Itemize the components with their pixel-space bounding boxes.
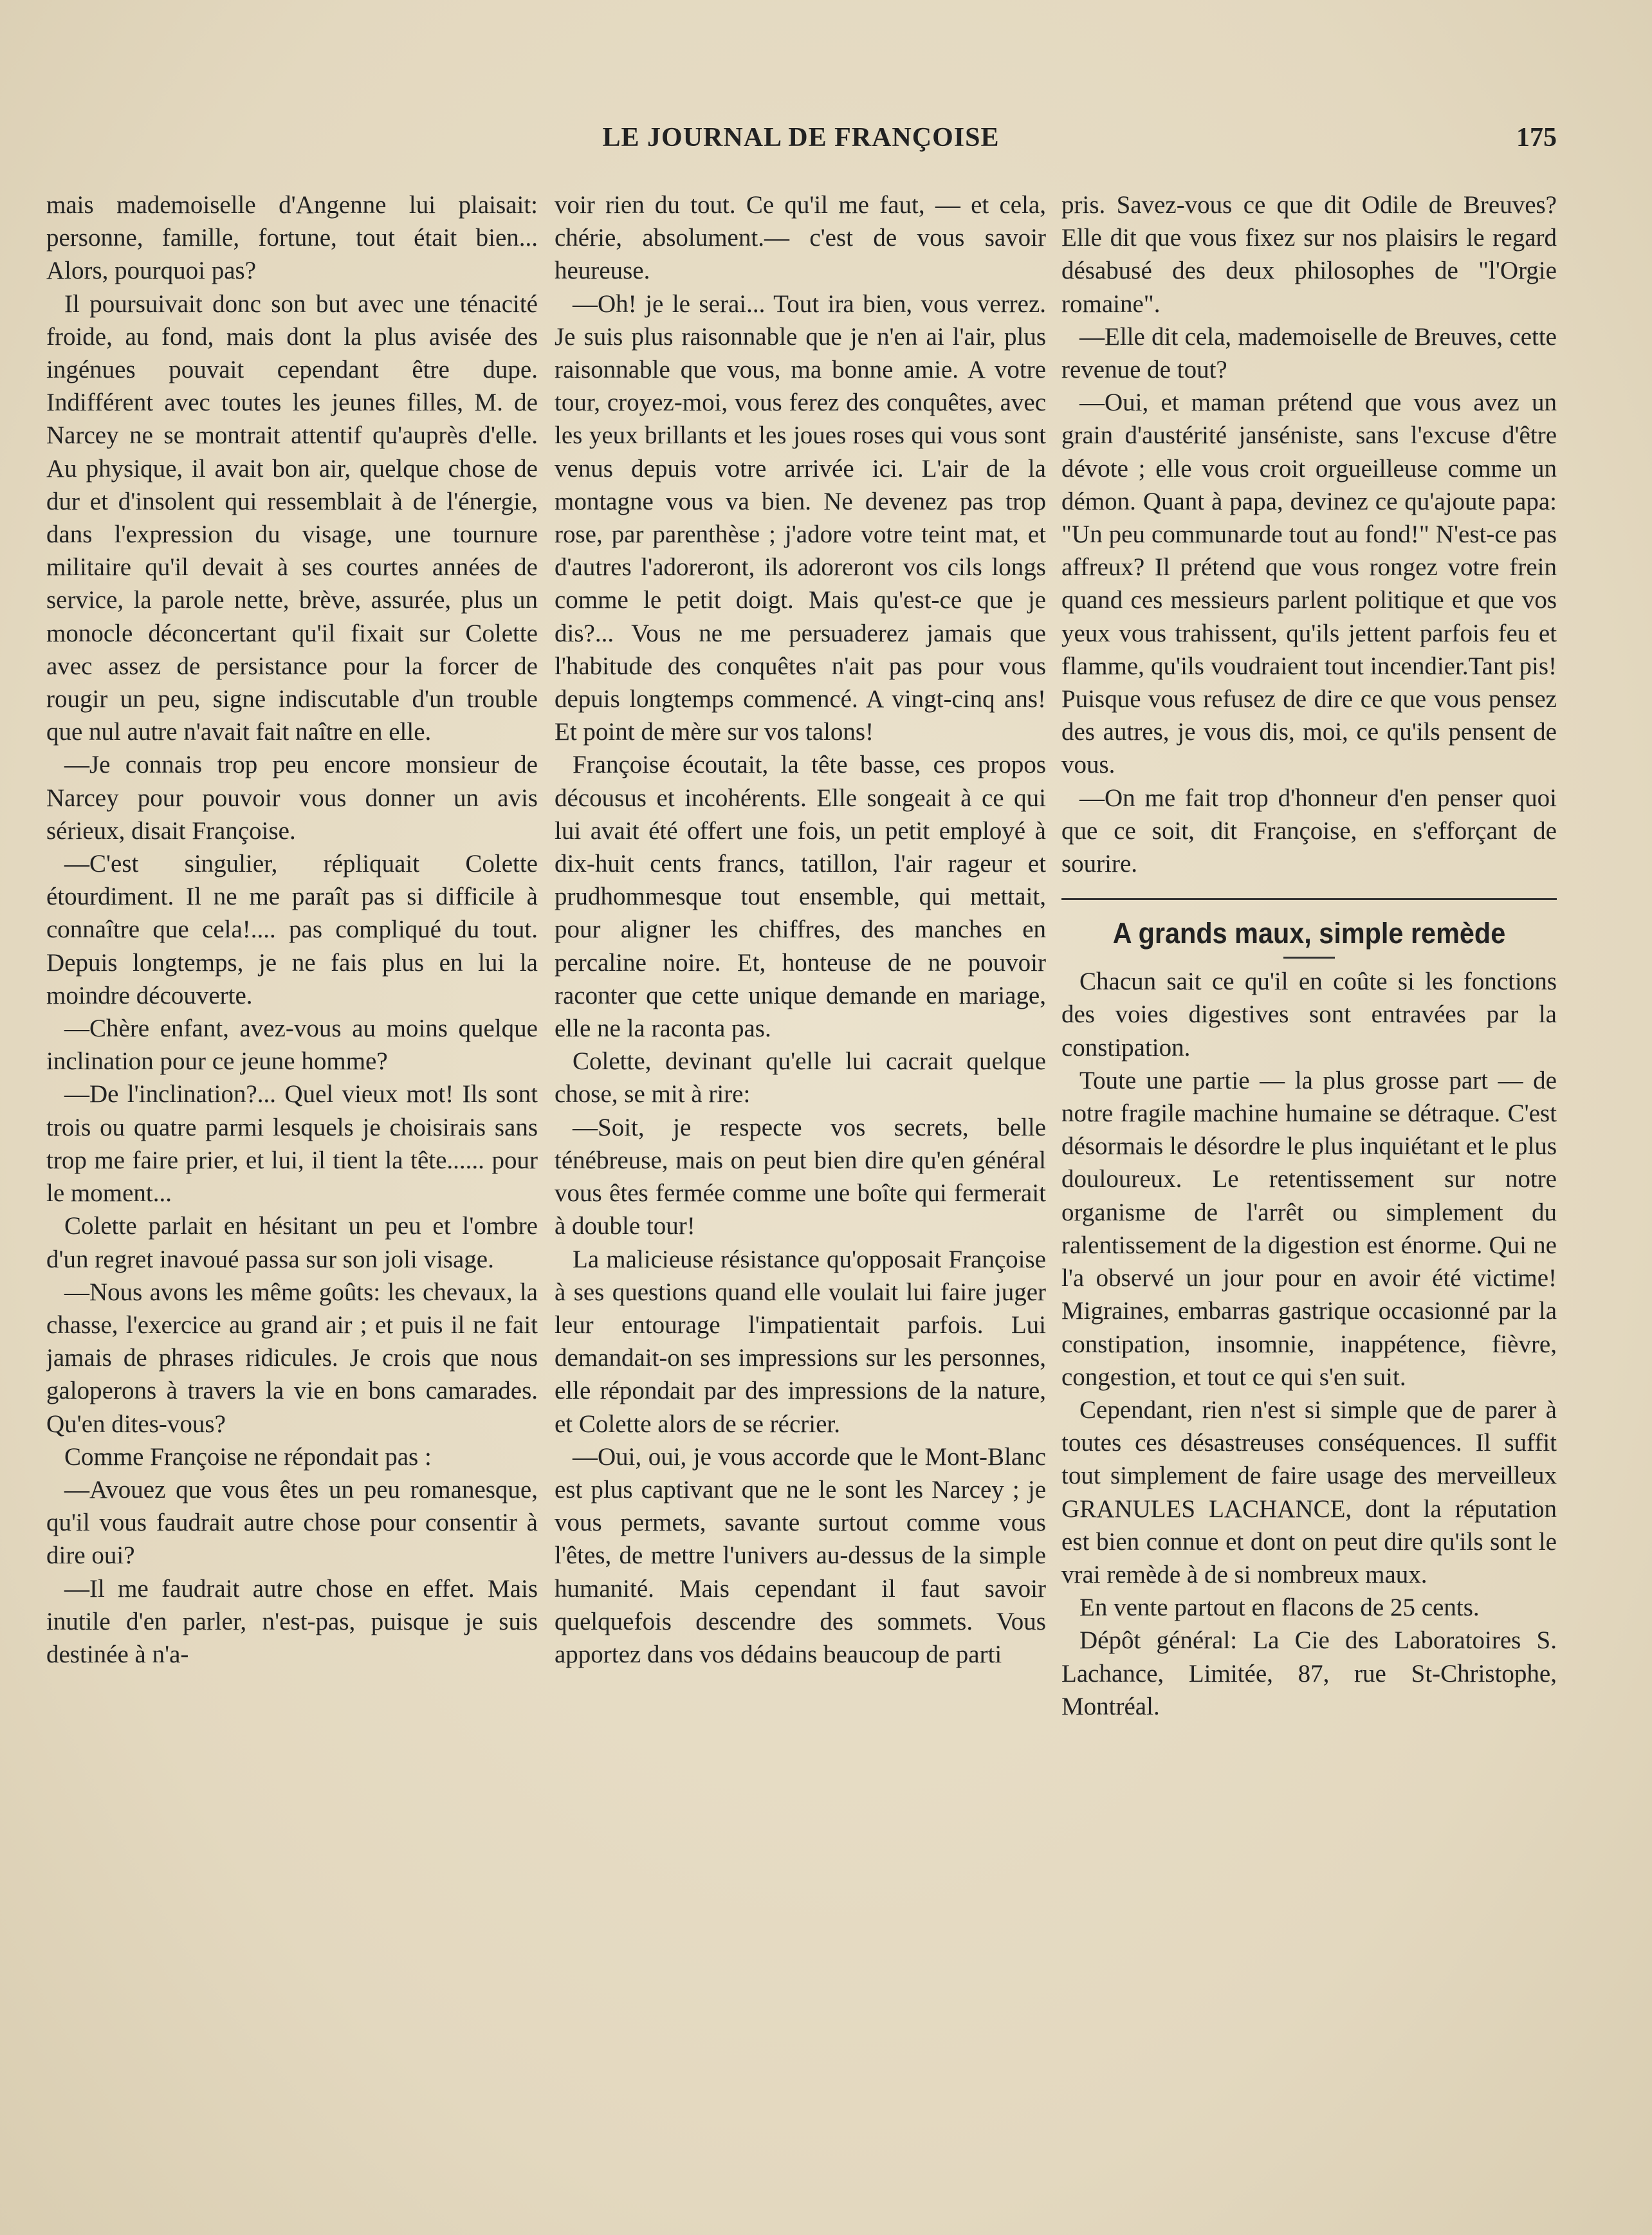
paragraph: —Elle dit cela, mademoiselle de Breuves, cette revenue de tout? — [1061, 322, 1557, 384]
paragraph: —Je connais trop peu encore monsieur de Narcey pour pouvoir vous donner un avis sérieux, disait Françoise. — [46, 751, 538, 845]
paragraph: —De l'inclination?... Quel vieux mot! Ils sont trois ou quatre parmi lesquels je choisirais sans trop me faire prier, et lui, il tient la tête...... pour le moment... — [46, 1080, 538, 1208]
ad-paragraph: En vente partout en flacons de 25 cents. — [1079, 1594, 1480, 1622]
paragraph: —Chère enfant, avez-vous au moins quelque inclination pour ce jeune homme? — [46, 1015, 538, 1076]
page-header — [45, 122, 1557, 161]
paragraph: mais mademoiselle d'Angenne lui plaisait: personne, famille, fortune, tout était bien... Alors, pourquoi pas? — [46, 191, 538, 285]
ad-title-underline — [1283, 957, 1335, 959]
running-title: LE JOURNAL DE FRANÇOISE — [602, 123, 1000, 152]
paragraph: Colette, devinant qu'elle lui cacrait quelque chose, se mit à rire: — [555, 1047, 1046, 1108]
column-2 — [555, 189, 1046, 1671]
page-number: 175 — [1516, 123, 1557, 152]
paragraph: —Oui, oui, je vous accorde que le Mont-Blanc est plus captivant que ne le sont les Narcey ; je vous permets, savante surtout comme vous l'êtes, de mettre l'univers au-dessus de la simple humanité. Mais cependant il faut savoir quelquefois descendre des sommets. Vous apportez dans vos dédains beaucoup de parti — [555, 1442, 1046, 1668]
paragraph: —Soit, je respecte vos secrets, belle ténébreuse, mais on peut bien dire qu'en général vous êtes fermée comme une boîte qui fermerait à double tour! — [555, 1113, 1046, 1240]
paragraph: —Avouez que vous êtes un peu romanesque, qu'il vous faudrait autre chose pour consentir à dire oui? — [46, 1475, 538, 1570]
advertisement — [1061, 913, 1557, 1723]
ad-title: A grands maux, simple remède — [1112, 917, 1506, 950]
paragraph: pris. Savez-vous ce que dit Odile de Breuves? Elle dit que vous fixez sur nos plaisirs le regard désabusé des deux philosophes de "l'Orgie romaine". — [1061, 191, 1557, 318]
ad-paragraph: Dépôt général: La Cie des Laboratoires S. Lachance, Limitée, 87, rue St-Christophe, Montréal. — [1061, 1626, 1557, 1720]
ad-paragraph: Toute une partie — la plus grosse part — de notre fragile machine humaine se détraque. C'est désormais le désordre le plus inquiétant et le plus douloureux. Le retentissement sur notre organisme de l'arrêt ou simplement du ralentissement de la digestion est énorme. Qui ne l'a observé un jour pour en avoir été victime! Migraines, embarras gastrique occasionné par la constipation, insomnie, inappétence, fièvre, congestion, et tout ce qui s'en suit. — [1061, 1066, 1557, 1391]
section-divider — [1061, 898, 1557, 900]
paragraph: —On me fait trop d'honneur d'en penser quoi que ce soit, dit Françoise, en s'efforçant de sourire. — [1061, 784, 1557, 878]
paragraph: —Oui, et maman prétend que vous avez un grain d'austérité janséniste, sans l'excuse d'être dévote ; elle vous croit orgueilleuse comme un démon. Quant à papa, devinez ce qu'ajoute papa: "Un peu communarde tout au fond!" N'est-ce pas affreux? Il prétend que vous rongez votre frein quand ces messieurs parlent politique et que vos yeux vous trahissent, qu'ils jettent parfois feu et flamme, qu'ils voudraient tout incendier.Tant pis! Puisque vous refusez de dire ce que vous pensez des autres, je vous dis, moi, ce qu'ils pensent de vous. — [1061, 389, 1557, 779]
paragraph: —C'est singulier, répliquait Colette étourdiment. Il ne me paraît pas si difficile à connaître que cela!.... pas compliqué du tout. Depuis longtemps, je ne fais plus en lui la moindre découverte. — [46, 850, 538, 1009]
column-1 — [46, 189, 538, 1671]
paragraph: voir rien du tout. Ce qu'il me faut, — et cela, chérie, absolument.— c'est de vous savoir heureuse. — [555, 191, 1046, 285]
paragraph: La malicieuse résistance qu'opposait Françoise à ses questions quand elle voulait lui faire juger leur entourage l'impatientait parfois. Lui demandait-on ses impressions sur les personnes, elle répondait par des impressions de la nature, et Colette alors de se récrier. — [555, 1245, 1046, 1438]
paragraph: Colette parlait en hésitant un peu et l'ombre d'un regret inavoué passa sur son joli visage. — [46, 1212, 538, 1273]
paragraph: —Il me faudrait autre chose en effet. Mais inutile d'en parler, n'est-pas, puisque je suis destinée à n'a- — [46, 1574, 538, 1668]
paragraph: —Nous avons les même goûts: les chevaux, la chasse, l'exercice au grand air ; et puis il ne fait jamais de phrases ridicules. Je crois que nous galoperons à travers la vie en bons camarades. Qu'en dites-vous? — [46, 1278, 538, 1438]
paragraph: Comme Françoise ne répondait pas : — [64, 1442, 432, 1471]
paragraph: Françoise écoutait, la tête basse, ces propos décousus et incohérents. Elle songeait à ce qui lui avait été offert une fois, un petit employé à dix-huit cents francs, tatillon, l'air rageur et prudhommesque tout ensemble, qui mettait, pour aligner les chiffres, des manches en percaline noire. Et, honteuse de ne pouvoir raconter que cette unique demande en mariage, elle ne la raconta pas. — [555, 751, 1046, 1043]
ad-paragraph: Chacun sait ce qu'il en coûte si les fonctions des voies digestives sont entravées par la constipation. — [1061, 968, 1557, 1062]
ad-paragraph: Cependant, rien n'est si simple que de parer à toutes ces désastreuses conséquences. Il suffit tout simplement de faire usage des merveilleux GRANULES LACHANCE, dont la réputation est bien connue et dont on peut dire qu'ils sont le vrai remède à de si nombreux maux. — [1061, 1395, 1557, 1588]
paragraph: Il poursuivait donc son but avec une ténacité froide, au fond, mais dont la plus avisée des ingénues pouvait cependant être dupe. Indifférent avec toutes les jeunes filles, M. de Narcey ne se montrait attentif qu'auprès d'elle. Au physique, il avait bon air, quelque chose de dur et d'insolent qui ressemblait à de l'énergie, dans l'expression du visage, une tournure militaire qu'il devait à ses courtes années de service, la parole nette, brève, assurée, plus un monocle déconcertant qu'il fixait sur Colette avec assez de persistance pour la forcer de rougir un peu, signe indiscutable d'un trouble que nul autre n'avait fait naître en elle. — [46, 290, 538, 746]
column-3 — [1061, 189, 1557, 1723]
paragraph: —Oh! je le serai... Tout ira bien, vous verrez. Je suis plus raisonnable que je n'en ai l'air, plus raisonnable que vous, ma bonne amie. A votre tour, croyez-moi, vous ferez des conquêtes, avec les yeux brillants et les joues roses qui vous sont venus depuis votre arrivée ici. L'air de la montagne vous va bien. Ne devenez pas trop rose, par parenthèse ; j'adore votre teint mat, et d'autres l'adoreront, ils adoreront vos cils longs comme le petit doigt. Mais qu'est-ce que je dis?... Vous ne me persuaderez jamais que l'habitude des conquêtes n'ait pas pour vous depuis longtemps commencé. A vingt-cinq ans! Et point de mère sur vos talons! — [555, 290, 1046, 746]
